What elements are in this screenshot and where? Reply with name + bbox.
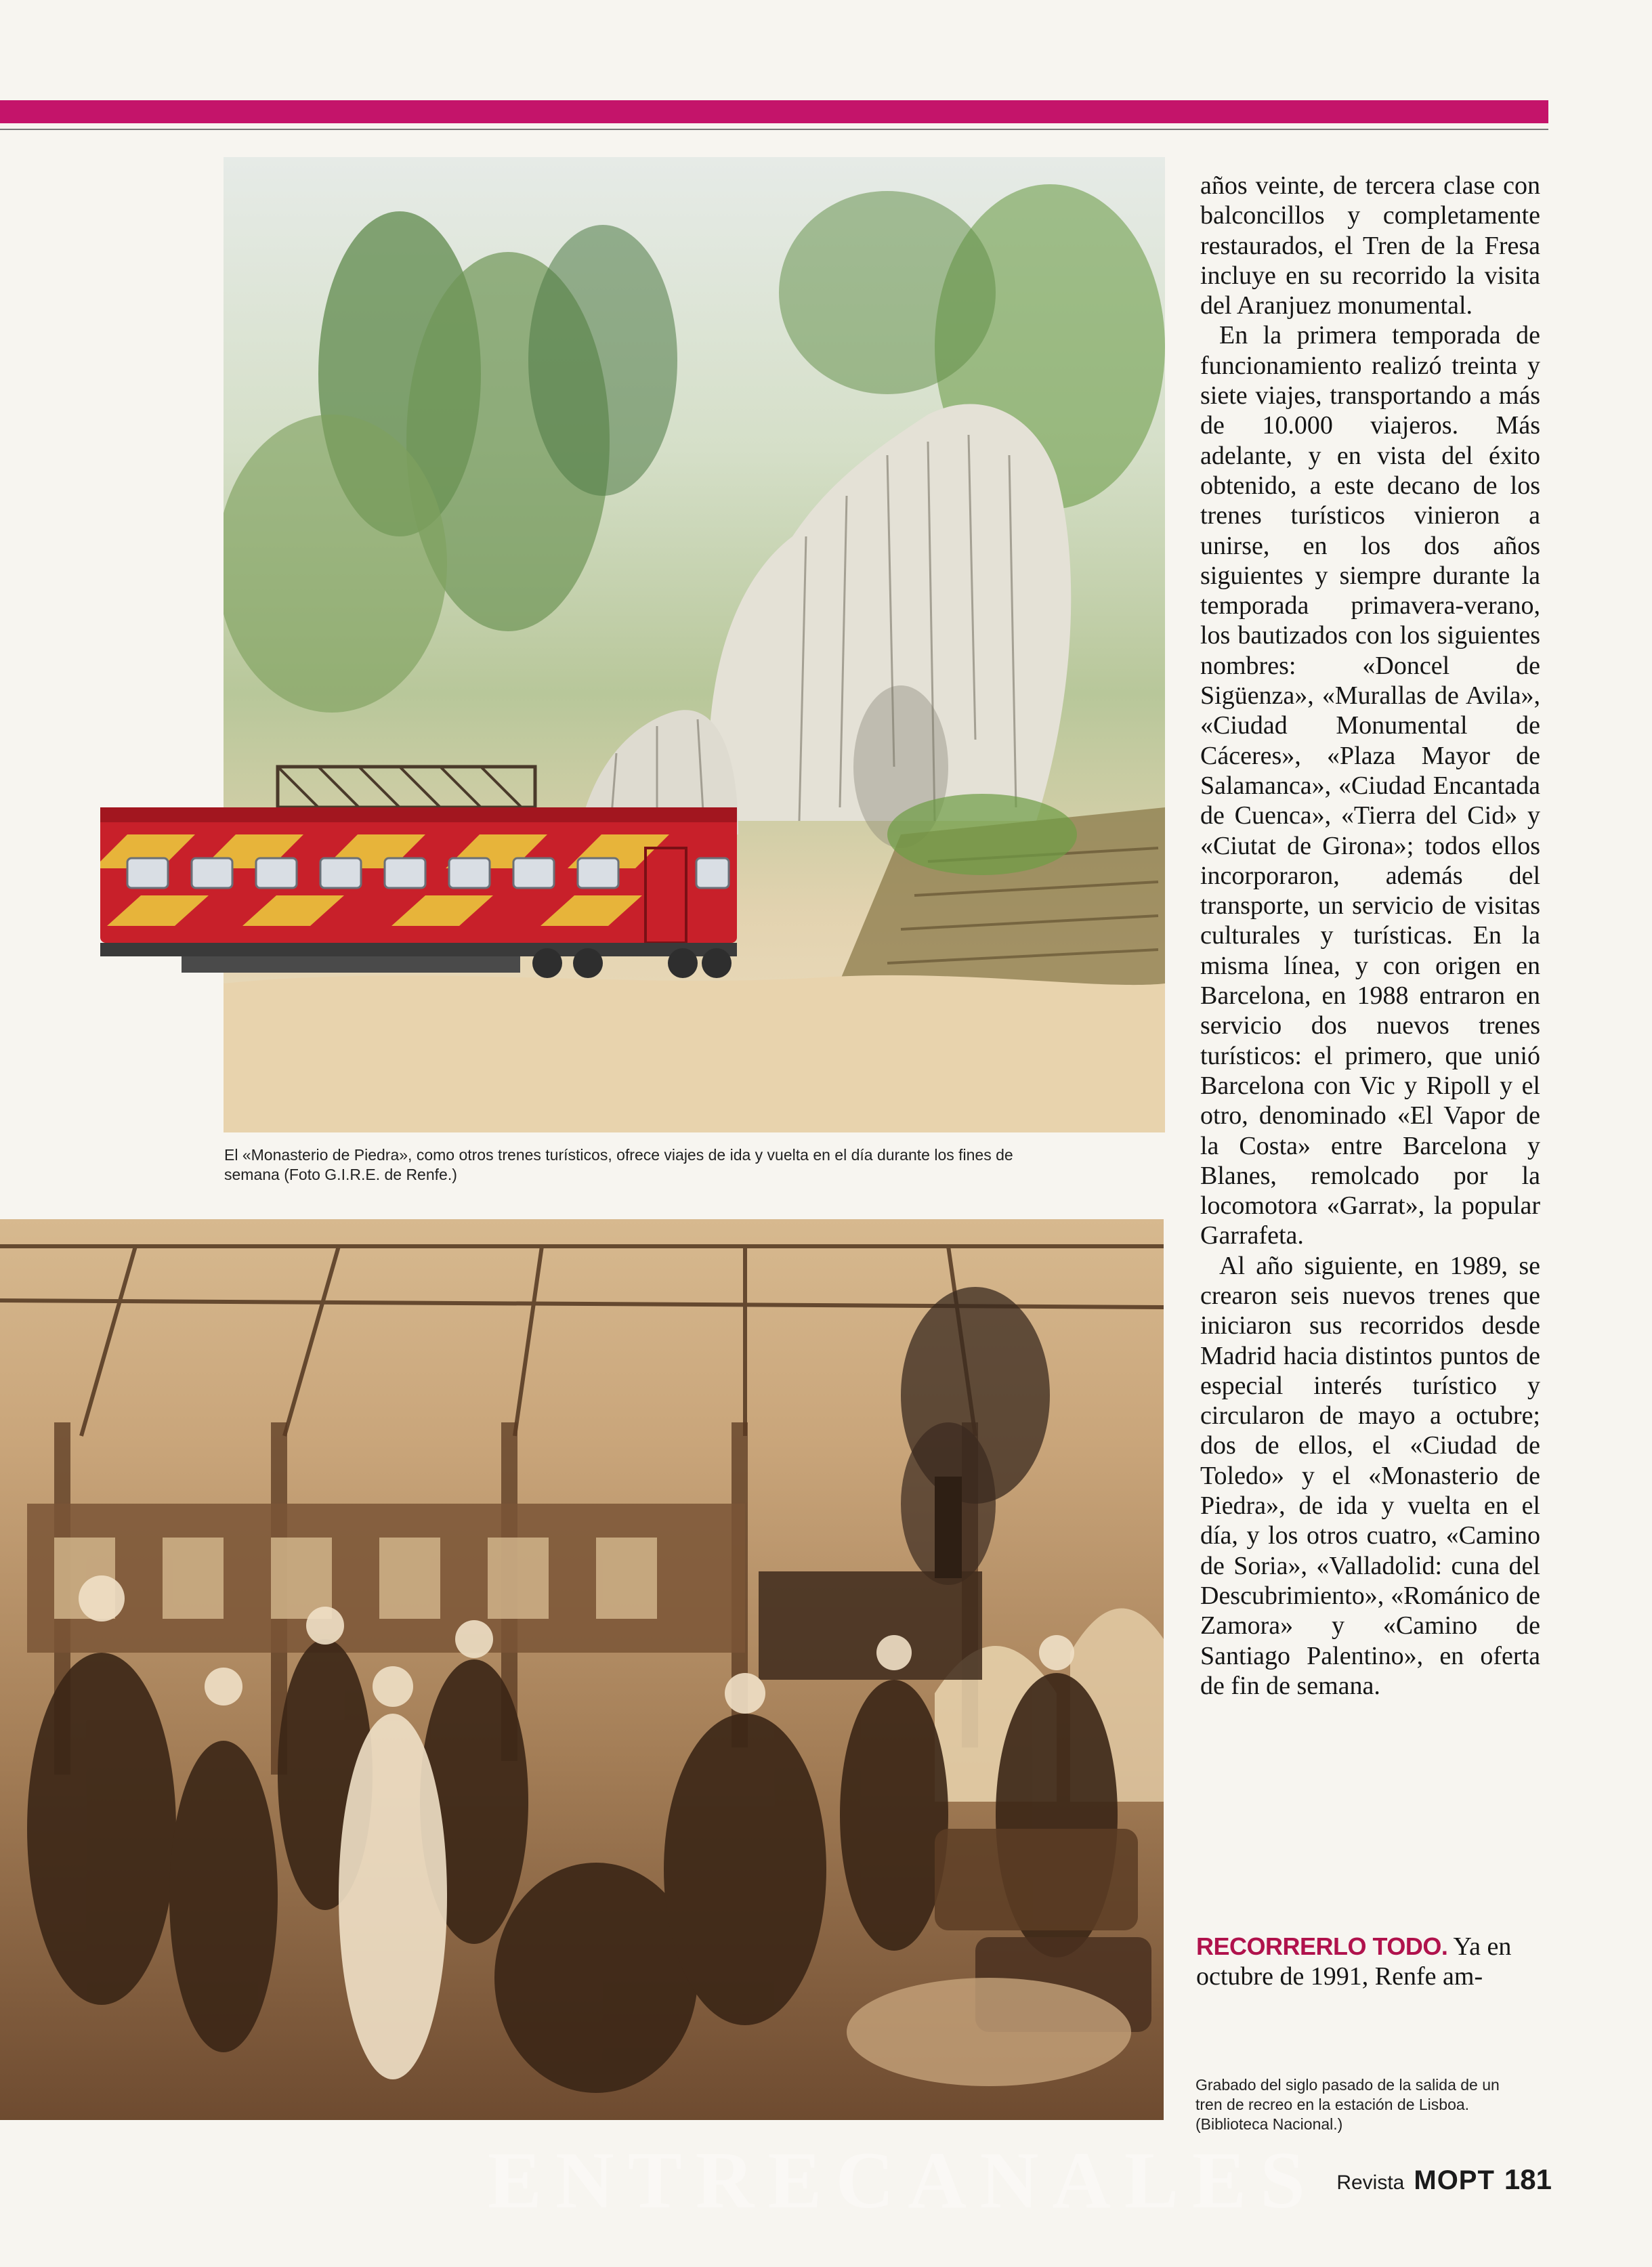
- top-accent-bar: [0, 100, 1548, 123]
- illustration-caption: El «Monasterio de Piedra», como otros trenes turísticos, ofrece viajes de ida y vuelta en el día durante los fines de semana (Foto G.I.R.E. de Renfe.): [224, 1146, 1013, 1183]
- monasterio-illustration: [224, 157, 1165, 1132]
- top-rule: [0, 129, 1548, 130]
- article-column: [1200, 171, 1540, 1701]
- engraving-art: [0, 1219, 1164, 2120]
- article-paragraph: En la primera temporada de funcionamiento realizó treinta y siete viajes, transportando a más de 10.000 viajeros. Más adelante, y en vista del éxito obtenido, a este decano de los trenes turísticos vinieron a unirse, en los dos años siguientes y siempre durante la temporada primavera-verano, los bautizados con los siguientes nombres: «Doncel de Sigüenza», «Murallas de Avila», «Ciudad Monumental de Cáceres», «Plaza Mayor de Salamanca», «Ciudad Encantada de Cuenca», «Tierra del Cid» y «Ciutat de Girona»; todos ellos incorporaron, además del transporte, un servicio de visitas culturales y turísticas. En la misma línea, y con origen en Barcelona, en 1988 entraron en servicio dos nuevos trenes turísticos: el primero, que unió Barcelona con Vic y Ripoll y el otro, denominado «El Vapor de la Costa» entre Barcelona y Blanes, remolcado por la locomotora «Garrat», la popular Garrafeta.: [1200, 321, 1540, 1250]
- footer-brand-logo: MOPT: [1414, 2165, 1495, 2195]
- watermark: ENTRECANALES: [488, 2135, 1319, 2225]
- red-train-car: [100, 807, 744, 983]
- article-paragraph: Al año siguiente, en 1989, se crearon seis nuevos trenes que iniciaron sus recorridos desde Madrid hacia distintos puntos de especial interés turístico y circularon de mayo a octubre; dos de ellos, el «Ciudad de Toledo» y el «Monasterio de Piedra», de ida y vuelta en el día, y los otros cuatro, «Camino de Soria», «Valladolid: cuna del Descubrimiento», «Románico de Zamora» y «Camino de Santiago Palentino», en oferta de fin de semana.: [1200, 1251, 1540, 1700]
- article-paragraph: años veinte, de tercera clase con balconcillos y completamente restaurados, el Tren de la Fresa incluye en su recorrido la visita del Aranjuez monumental.: [1200, 171, 1540, 320]
- illustration-art: [224, 157, 1165, 1132]
- section-text: Ya en octubre de 1991, Renfe am-: [1196, 1932, 1512, 1991]
- page-number: 181: [1504, 2163, 1552, 2195]
- page-footer: [1336, 2163, 1552, 2196]
- lisbon-station-engraving: [0, 1219, 1164, 2120]
- section-lead: [1196, 1932, 1540, 1992]
- section-title: RECORRERLO TODO.: [1196, 1932, 1448, 1960]
- footer-revista: Revista: [1336, 2171, 1405, 2194]
- engraving-caption: Grabado del siglo pasado de la salida de un tren de recreo en la estación de Lisboa. (Biblioteca Nacional.): [1195, 2076, 1500, 2133]
